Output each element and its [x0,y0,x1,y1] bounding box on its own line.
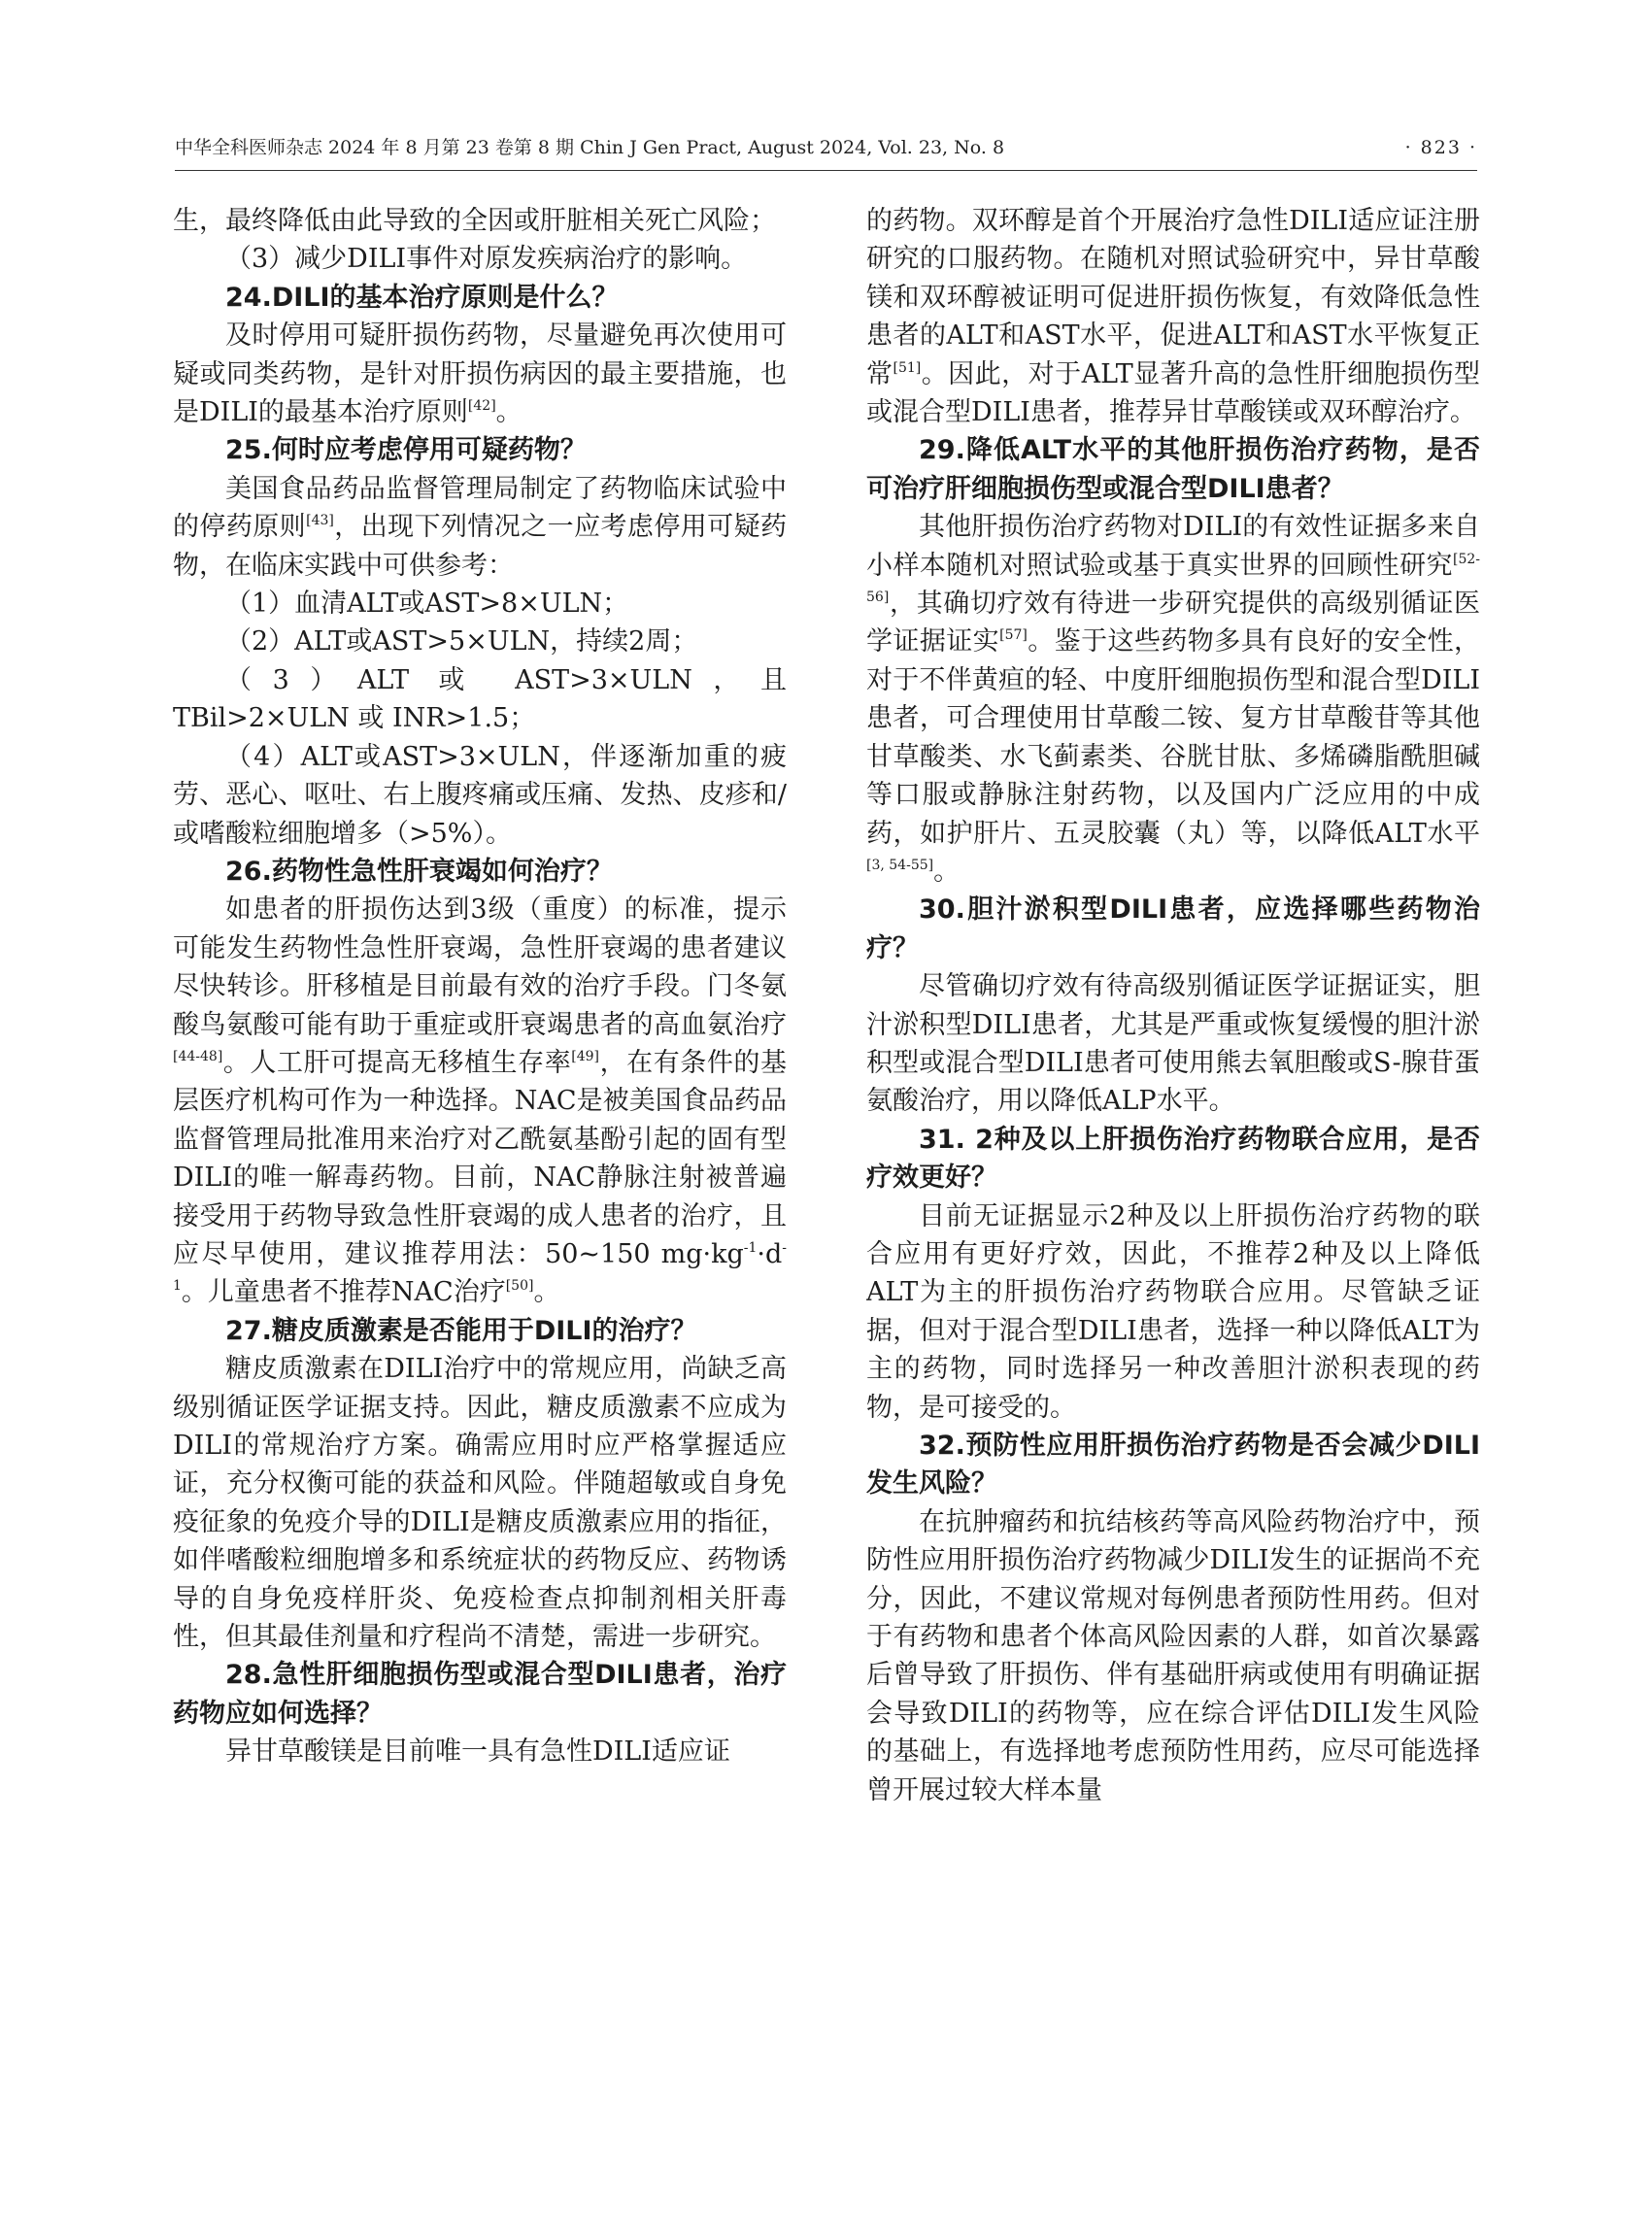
question-heading-27: 27.糖皮质激素是否能用于DILI的治疗？ [225,1315,697,1346]
answer-32: 在抗肿瘤药和抗结核药等高风险药物治疗中，预防性应用肝损伤治疗药物减少DILI发生的证据尚不充分，因此，不建议常规对每例患者预防性用药。但对于有药物和患者个体高风险因素的人群，如首次暴露后曾导致了肝损伤、伴有基础肝病或使用有明确证据会导致DILI的药物等，应在综合评估DILI发生风险的基础上，有选择地考虑预防性用药，应尽可能选择曾开展过较大样本量 [866,1506,1480,1805]
question-heading-32: 32.预防性应用肝损伤治疗药物是否会减少DILI发生风险？ [866,1431,1480,1500]
unit-exponent: -1 [743,1239,758,1256]
right-column [866,202,1480,2144]
answer-31: 目前无证据显示2种及以上肝损伤治疗药物的联合应用有更好疗效，因此，不推荐2种及以上降低ALT为主的肝损伤治疗药物联合应用。尽管缺乏证据，但对于混合型DILI患者，选择一种以降低ALT为主的药物，同时选择另一种改善胆汁淤积表现的药物，是可接受的。 [866,1200,1480,1423]
question-heading-30: 30.胆汁淤积型DILI患者，应选择哪些药物治疗？ [866,894,1480,963]
citation[interactable]: [43] [306,513,334,529]
page-number: · 823 · [1404,137,1477,158]
list-item: （2）ALT或AST>5×ULN，持续2周； [225,626,698,657]
header-rule [175,170,1477,171]
question-heading-24: 24.DILI的基本治疗原则是什么？ [225,282,619,313]
citation[interactable]: [49] [571,1048,600,1064]
citation[interactable]: [50] [505,1278,534,1295]
answer-28: 异甘草酸镁是目前唯一具有急性DILI适应证 [225,1736,730,1768]
list-item: （1）血清ALT或AST>8×ULN； [225,589,629,620]
citation[interactable]: [51] [893,359,922,376]
paragraph: （3）减少DILI事件对原发疾病治疗的影响。 [225,244,748,275]
answer-30: 尽管确切疗效有待高级别循证医学证据证实，胆汁淤积型DILI患者，尤其是严重或恢复缓慢的胆汁淤积型或混合型DILI患者可使用熊去氧胆酸或S-腺苷蛋氨酸治疗，用以降低ALP水平。 [866,971,1480,1117]
citation[interactable]: [3, 54-55] [866,857,934,873]
answer-29: 其他肝损伤治疗药物对DILI的有效性证据多来自小样本随机对照试验或基于真实世界的回顾性研究[52-56]，其确切疗效有待进一步研究提供的高级别循证医学证据证实[57]。鉴于这些药物多具有良好的安全性，对于不伴黄疸的轻、中度肝细胞损伤型和混合型DILI患者，可合理使用甘草酸二铵、复方甘草酸苷等其他甘草酸类、水飞蓟素类、谷胱甘肽、多烯磷脂酰胆碱等口服或静脉注射药物，以及国内广泛应用的中成药，如护肝片、五灵胶囊（丸）等，以降低ALT水平[3, 54-55]。 [866,512,1480,887]
citation[interactable]: [42] [467,398,496,415]
citation[interactable]: [52-56] [866,551,1480,606]
answer-27: 糖皮质激素在DILI治疗中的常规应用，尚缺乏高级别循证医学证据支持。因此，糖皮质激素不应成为DILI的常规治疗方案。确需应用时应严格掌握适应证，充分权衡可能的获益和风险。伴随超敏或自身免疫征象的免疫介导的DILI是糖皮质激素应用的指征，如伴嗜酸粒细胞增多和系统症状的药物反应、药物诱导的自身免疫样肝炎、免疫检查点抑制剂相关肝毒性，但其最佳剂量和疗程尚不清楚，需进一步研究。 [173,1354,787,1653]
list-item: （4）ALT或AST>3×ULN，伴逐渐加重的疲劳、恶心、呕吐、右上腹疼痛或压痛、发热、皮疹和/或嗜酸粒细胞增多（>5%）。 [173,741,787,849]
answer-26: 如患者的肝损伤达到3级（重度）的标准，提示可能发生药物性急性肝衰竭，急性肝衰竭的患者建议尽快转诊。肝移植是目前最有效的治疗手段。门冬氨酸鸟氨酸可能有助于重症或肝衰竭患者的高血氨治疗[44-48]。人工肝可提高无移植生存率[49]，在有条件的基层医疗机构可作为一种选择。NAC是被美国食品药品监督管理局批准用来治疗对乙酰氨基酚引起的固有型DILI的唯一解毒药物。目前，NAC静脉注射被普遍接受用于药物导致急性肝衰竭的成人患者的治疗，且应尽早使用，建议推荐用法：50~150 $mg\cdot kg^{-1}\cdot d^{-1}$。儿童患者不推荐NAC治疗[50]。 [173,894,787,1308]
journal-citation: 中华全科医师杂志 2024 年 8 月第 23 卷第 8 期 Chin J Gen Pract, August 2024, Vol. 23, No. 8 [175,137,1005,158]
question-heading-28: 28.急性肝细胞损伤型或混合型DILI患者，治疗药物应如何选择？ [173,1660,787,1729]
answer-24: 及时停用可疑肝损伤药物，尽量避免再次使用可疑或同类药物，是针对肝损伤病因的最主要措施，也是DILI的最基本治疗原则[42]。 [173,320,787,428]
unit-exponent: -1 [173,1239,787,1295]
paragraph: 生，最终降低由此导致的全因或肝脏相关死亡风险； [173,206,776,236]
question-heading-29: 29.降低ALT水平的其他肝损伤治疗药物，是否可治疗肝细胞损伤型或混合型DILI患者？ [866,435,1480,504]
paragraph: 的药物。双环醇是首个开展治疗急性DILI适应证注册研究的口服药物。在随机对照试验研究中，异甘草酸镁和双环醇被证明可促进肝损伤恢复，有效降低急性患者的ALT和AST水平，促进ALT和AST水平恢复正常[51]。因此，对于ALT显著升高的急性肝细胞损伤型或混合型DILI患者，推荐异甘草酸镁或双环醇治疗。 [866,206,1480,428]
left-column [173,202,787,2144]
answer-25: 美国食品药品监督管理局制定了药物临床试验中的停药原则[43]，出现下列情况之一应考虑停用可疑药物，在临床实践中可供参考： [173,473,787,581]
citation[interactable]: [44-48] [173,1048,223,1064]
list-item: （3）ALT 或 AST>3×ULN，且 TBil>2×ULN 或 INR>1.5； [173,664,787,734]
citation[interactable]: [57] [999,627,1028,644]
running-header [175,132,1477,163]
question-heading-31: 31. 2种及以上肝损伤治疗药物联合应用，是否疗效更好？ [866,1124,1480,1194]
question-heading-26: 26.药物性急性肝衰竭如何治疗？ [225,856,613,887]
question-heading-25: 25.何时应考虑停用可疑药物？ [225,435,587,466]
